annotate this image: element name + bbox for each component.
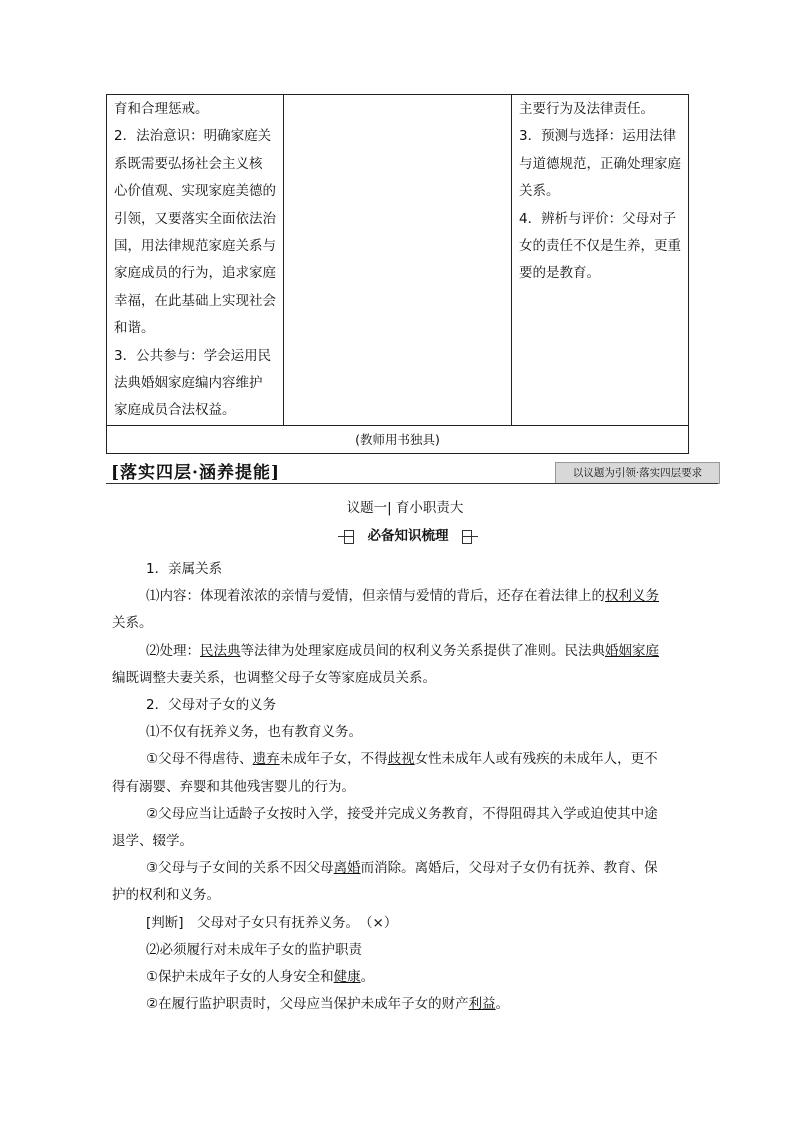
col3-line: 女的责任不仅是生养，更重 <box>519 238 681 255</box>
heading-kinship: 1．亲属关系 <box>146 561 223 577</box>
para-duty-2: ⑵必须履行对未成年子女的监护职责 <box>146 941 362 958</box>
para-handling: ⑵处理：民法典等法律为处理家庭成员间的权利义务关系提供了准则。民法典婚姻家庭 <box>146 642 659 659</box>
col3-line: 4．辨析与评价：父母对子 <box>519 210 677 227</box>
para-content: ⑴内容：体现着浓浓的亲情与爱情，但亲情与爱情的背后，还存在着法律上的权利义务 <box>146 588 659 605</box>
col1-line: 法典婚姻家庭编内容维护 <box>114 375 263 392</box>
col3-line: 3．预测与选择：运用法律 <box>519 128 677 145</box>
para-item-5: ②在履行监护职责时，父母应当保护未成年子女的财产利益。 <box>146 996 510 1013</box>
judge-question: [判断] 父母对子女只有抚养义务。 （×） <box>146 914 398 931</box>
table-col-right <box>512 95 689 426</box>
banner-right-ornament <box>462 530 472 544</box>
para-item-1-cont: 得有溺婴、弃婴和其他残害婴儿的行为。 <box>112 778 355 795</box>
section-divider <box>106 483 718 484</box>
para-handling-cont: 编既调整夫妻关系，也调整父母子女等家庭成员关系。 <box>112 669 436 686</box>
col1-line: 引领，又要落实全面依法治 <box>114 210 276 227</box>
table-footer: (教师用书独具) <box>107 425 689 453</box>
banner-label: 必备知识梳理 <box>354 527 462 545</box>
section-tag: 以议题为引领·落实四层要求 <box>555 462 720 484</box>
curriculum-table <box>106 94 689 454</box>
section-title: [落实四层·涵养提能] <box>111 463 281 483</box>
col3-line: 要的是教育。 <box>519 265 600 282</box>
topic-heading: 议题一| 育小职责大 <box>346 500 464 516</box>
col3-line: 与道德规范，正确处理家庭 <box>519 155 681 172</box>
col1-line: 育和合理惩戒。 <box>114 101 209 117</box>
col1-line: 3．公共参与：学会运用民 <box>114 347 272 364</box>
banner-left-ornament <box>344 530 354 544</box>
para-content-cont: 关系。 <box>112 615 153 632</box>
para-item-4: ①保护未成年子女的人身安全和健康。 <box>146 969 375 986</box>
para-item-1: ①父母不得虐待、遗弃未成年子女，不得歧视女性未成年人或有残疾的未成年人，更不 <box>146 751 658 768</box>
para-item-3-cont: 护的权利和义务。 <box>112 887 220 904</box>
table-col-left <box>107 95 284 426</box>
col1-line: 系既需要弘扬社会主义核 <box>114 155 263 172</box>
para-item-3: ③父母与子女间的关系不因父母离婚而消除。离婚后，父母对子女仍有抚养、教育、保 <box>146 860 658 877</box>
col1-line: 心价值观、实现家庭美德的 <box>114 183 276 200</box>
col1-line: 家庭成员合法权益。 <box>114 402 236 419</box>
para-item-2: ②父母应当让适龄子女按时入学，接受并完成义务教育，不得阻碍其入学或迫使其中途 <box>146 805 658 822</box>
col1-text <box>107 95 283 425</box>
heading-parents-duty: 2．父母对子女的义务 <box>146 697 277 714</box>
col1-line: 和谐。 <box>114 320 155 337</box>
col3-line: 关系。 <box>519 183 560 200</box>
para-item-2-cont: 退学、辍学。 <box>112 833 193 850</box>
col1-line: 家庭成员的行为，追求家庭 <box>114 265 276 282</box>
knowledge-banner <box>338 527 478 545</box>
col1-line: 国，用法律规范家庭关系与 <box>114 238 276 255</box>
col3-text <box>512 95 688 288</box>
table-col-middle <box>284 95 512 426</box>
main-content <box>112 556 684 1018</box>
col3-line: 主要行为及法律责任。 <box>519 101 654 117</box>
col1-line: 幸福，在此基础上实现社会 <box>114 292 276 309</box>
para-duty-1: ⑴不仅有抚养义务，也有教育义务。 <box>146 724 362 741</box>
col1-line: 2．法治意识：明确家庭关 <box>114 128 272 145</box>
